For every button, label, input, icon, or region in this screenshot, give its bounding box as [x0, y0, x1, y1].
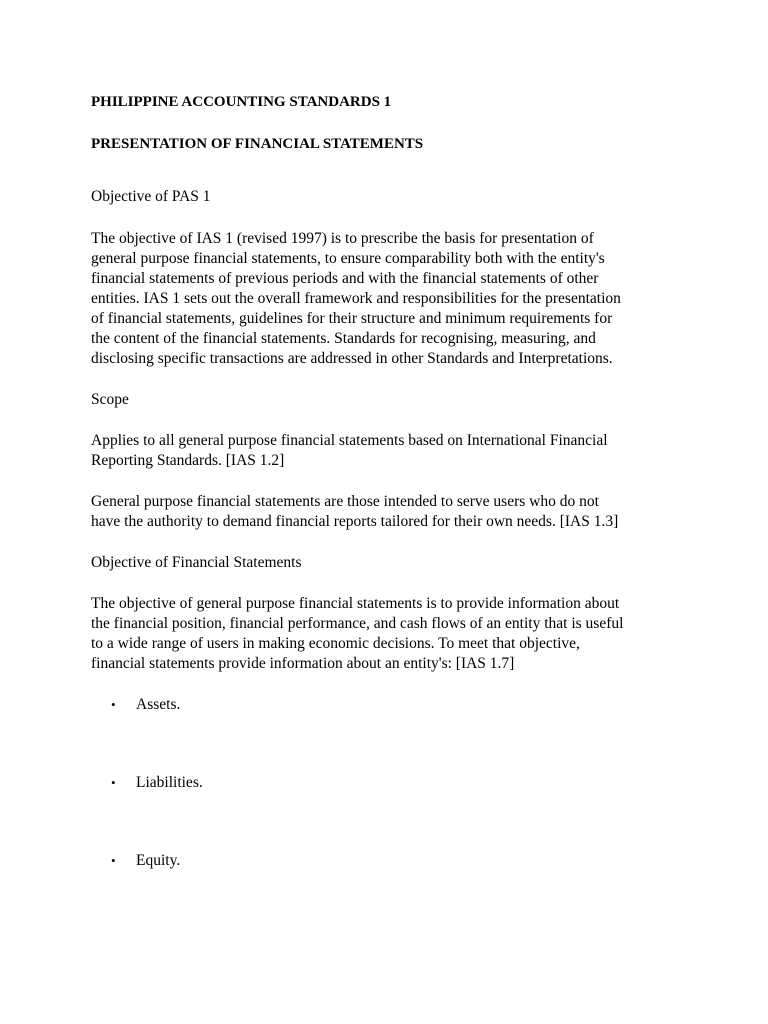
- document-page: [91, 92, 691, 871]
- list-item-label: Assets.: [136, 696, 181, 713]
- list-item: [91, 851, 691, 871]
- paragraph-line: The objective of IAS 1 (revised 1997) is to prescribe the basis for presentation of: [91, 230, 594, 247]
- paragraph-objective-fs: [91, 594, 691, 674]
- bullet-list: [91, 695, 691, 871]
- paragraph-line: have the authority to demand financial reports tailored for their own needs. [IAS 1.3]: [91, 513, 619, 530]
- bullet-icon: •: [111, 775, 116, 790]
- paragraph-line: general purpose financial statements, to ensure comparability both with the entity's: [91, 250, 605, 267]
- paragraph-line: General purpose financial statements are those intended to serve users who do not: [91, 493, 599, 510]
- list-item: [91, 695, 691, 715]
- paragraph-line: entities. IAS 1 sets out the overall framework and responsibilities for the presentation: [91, 290, 621, 307]
- paragraph-line: financial statements of previous periods and with the financial statements of other: [91, 270, 599, 287]
- list-item-label: Liabilities.: [136, 774, 203, 791]
- paragraph-line: Reporting Standards. [IAS 1.2]: [91, 452, 285, 469]
- list-item-label: Equity.: [136, 852, 181, 869]
- list-item: [91, 773, 691, 793]
- bullet-icon: •: [111, 853, 116, 868]
- paragraph-objective-pas1: [91, 229, 691, 369]
- bullet-icon: •: [111, 697, 116, 712]
- paragraph-scope-general-purpose: [91, 492, 691, 532]
- section-heading-objective-pas1: Objective of PAS 1: [91, 188, 211, 205]
- paragraph-line: of financial statements, guidelines for their structure and minimum requirements for: [91, 310, 613, 327]
- paragraph-scope-applies: [91, 431, 691, 471]
- paragraph-line: the financial position, financial performance, and cash flows of an entity that is useful: [91, 615, 624, 632]
- paragraph-line: to a wide range of users in making economic decisions. To meet that objective,: [91, 635, 580, 652]
- paragraph-line: The objective of general purpose financial statements is to provide information about: [91, 595, 620, 612]
- section-heading-objective-fs: Objective of Financial Statements: [91, 554, 302, 571]
- paragraph-line: disclosing specific transactions are addressed in other Standards and Interpretations.: [91, 350, 613, 367]
- paragraph-line: Applies to all general purpose financial statements based on International Financial: [91, 432, 608, 449]
- paragraph-line: the content of the financial statements. Standards for recognising, measuring, and: [91, 330, 596, 347]
- section-heading-scope: Scope: [91, 391, 129, 408]
- document-title: PHILIPPINE ACCOUNTING STANDARDS 1: [91, 94, 392, 110]
- document-subtitle: PRESENTATION OF FINANCIAL STATEMENTS: [91, 136, 424, 152]
- paragraph-line: financial statements provide information about an entity's: [IAS 1.7]: [91, 655, 515, 672]
